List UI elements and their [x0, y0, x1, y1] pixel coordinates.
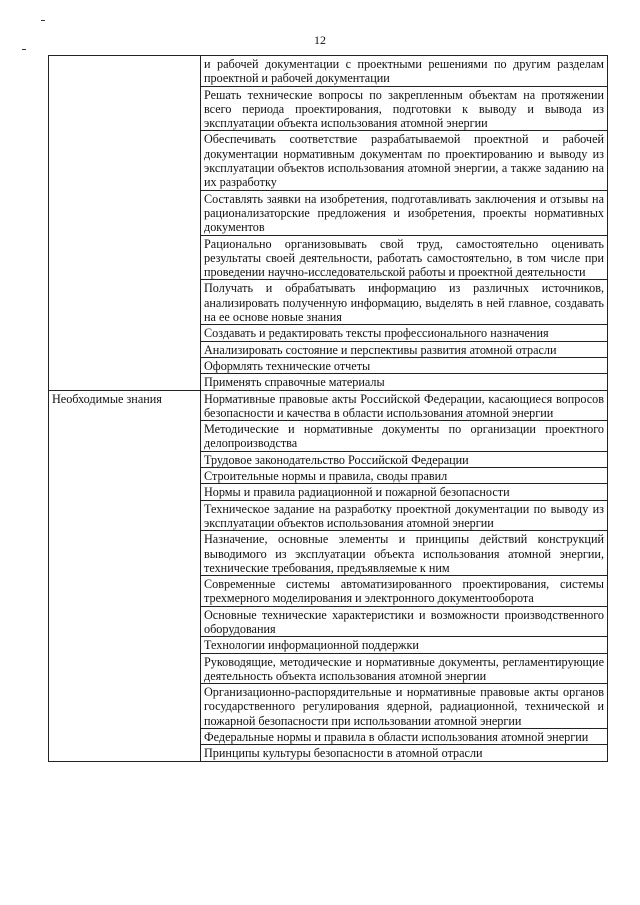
requirements-table: [48, 55, 608, 762]
required-knowledge-item: Федеральные нормы и правила в области использования атомной энергии: [201, 729, 608, 745]
table-row: [49, 56, 608, 87]
required-knowledge-item: Назначение, основные элементы и принципы действий конструкций выводимого из эксплуатации объекта использования атомной энергии, технические требования, предъявляемые к ним: [201, 531, 608, 576]
table-row: [49, 390, 608, 421]
skills-continued-item: и рабочей документации с проектными решениями по другим разделам проектной и рабочей документации: [201, 56, 608, 87]
required-knowledge-item: Руководящие, методические и нормативные документы, регламентирующие деятельность объекта использования атомной энергии: [201, 653, 608, 684]
requirements-table-body: [49, 56, 608, 762]
skills-continued-item: Получать и обрабатывать информацию из различных источников, анализировать полученную информацию, выделять в ней главное, создавать на ее основе новые знания: [201, 280, 608, 325]
page-number: 12: [314, 33, 326, 47]
skills-continued-item: Создавать и редактировать тексты профессионального назначения: [201, 325, 608, 341]
required-knowledge-item: Трудовое законодательство Российской Федерации: [201, 451, 608, 467]
skills-continued-item: Рационально организовывать свой труд, самостоятельно оценивать результаты своей деятельности, работать самостоятельно, в том числе при проведении научно-исследовательской работы и проектной деятельности: [201, 235, 608, 280]
required-knowledge-item: Нормы и правила радиационной и пожарной безопасности: [201, 484, 608, 500]
skills-continued-item: Применять справочные материалы: [201, 374, 608, 390]
skills-continued-item: Обеспечивать соответствие разрабатываемой проектной и рабочей документации нормативным документам по проектированию и выводу из эксплуатации объектов использования атомной энергии, а также заданию на их разработку: [201, 131, 608, 190]
required-knowledge-item: Техническое задание на разработку проектной документации по выводу из эксплуатации объектов использования атомной энергии: [201, 500, 608, 531]
required-knowledge-item: Современные системы автоматизированного проектирования, системы трехмерного моделирования и электронного документооборота: [201, 576, 608, 607]
required-knowledge-item: Строительные нормы и правила, своды правил: [201, 468, 608, 484]
skills-continued-item: Решать технические вопросы по закрепленным объектам на протяжении всего периода проектирования, подготовки к выводу и вывода из эксплуатации объекта использования атомной энергии: [201, 86, 608, 131]
required-knowledge-item: Основные технические характеристики и возможности производственного оборудования: [201, 606, 608, 637]
skills-continued-item: Анализировать состояние и перспективы развития атомной отрасли: [201, 341, 608, 357]
required-knowledge-item: Принципы культуры безопасности в атомной отрасли: [201, 745, 608, 761]
scan-mark: [41, 20, 45, 21]
required-knowledge-item: Нормативные правовые акты Российской Федерации, касающиеся вопросов безопасности и качества в области использования атомной энергии: [201, 390, 608, 421]
skills-continued-label: [49, 56, 201, 391]
required-knowledge-item: Методические и нормативные документы по организации проектного делопроизводства: [201, 421, 608, 452]
scan-mark: [22, 49, 26, 50]
required-knowledge-label: Необходимые знания: [49, 390, 201, 761]
skills-continued-item: Составлять заявки на изобретения, подготавливать заключения и отзывы на рационализаторские предложения и изобретения, проекты нормативных документов: [201, 190, 608, 235]
skills-continued-item: Оформлять технические отчеты: [201, 357, 608, 373]
required-knowledge-item: Технологии информационной поддержки: [201, 637, 608, 653]
required-knowledge-item: Организационно-распорядительные и нормативные правовые акты органов государственного регулирования ядерной, радиационной, технической и пожарной безопасности при использовании атомной энергии: [201, 684, 608, 729]
